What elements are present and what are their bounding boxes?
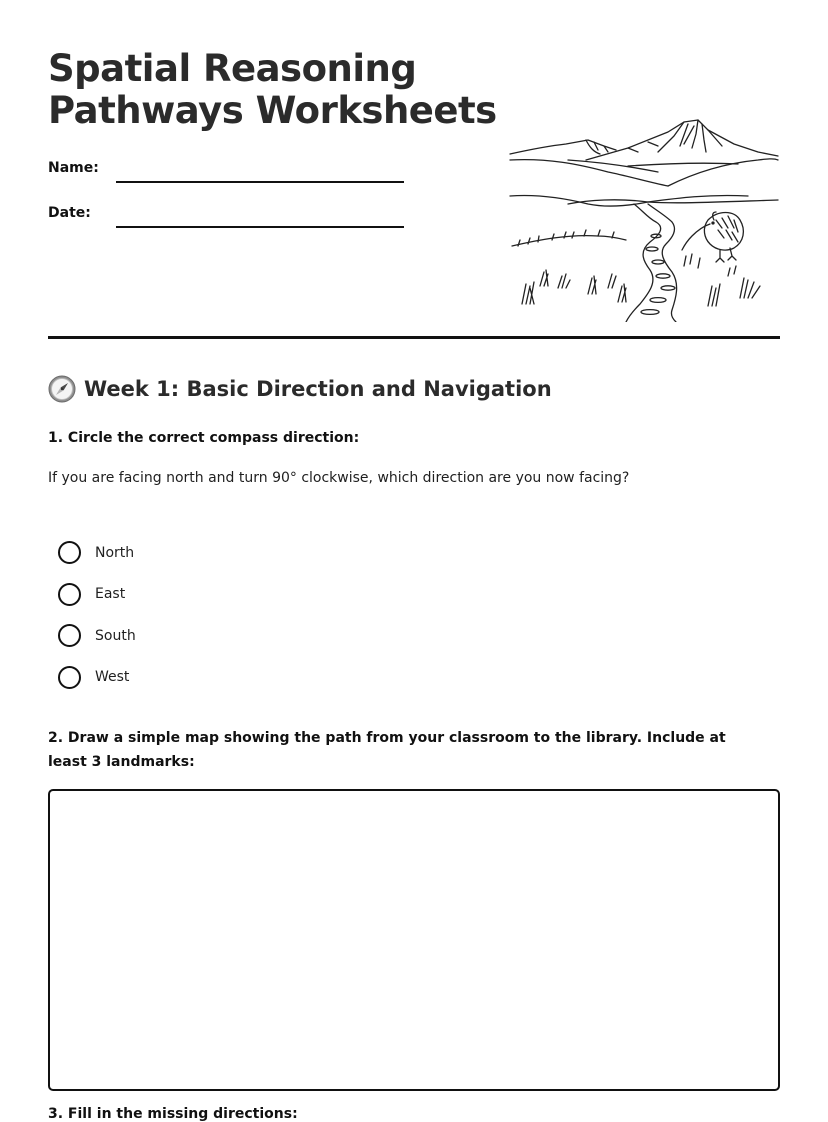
question-3-title: 3. Fill in the missing directions: (48, 1106, 298, 1122)
week-1-heading (48, 372, 552, 406)
radio-circle[interactable] (58, 541, 81, 564)
question-1-options (58, 532, 136, 698)
question-1-title: 1. Circle the correct compass direction: (48, 430, 360, 446)
compass-icon (48, 375, 76, 403)
option-label: West (95, 669, 130, 686)
title-line-2: Pathways Worksheets (48, 89, 497, 132)
option-north[interactable] (58, 532, 136, 574)
landscape-kiwi-illustration (508, 116, 780, 322)
worksheet-title (48, 48, 508, 132)
option-east[interactable] (58, 574, 136, 616)
radio-circle[interactable] (58, 624, 81, 647)
radio-circle[interactable] (58, 666, 81, 689)
name-line[interactable] (116, 181, 404, 183)
radio-circle[interactable] (58, 583, 81, 606)
date-field[interactable] (48, 205, 408, 235)
option-label: East (95, 586, 126, 603)
option-south[interactable] (58, 615, 136, 657)
name-field[interactable] (48, 160, 408, 190)
worksheet-page (48, 0, 780, 1122)
date-line[interactable] (116, 226, 404, 228)
header-divider (48, 336, 780, 339)
map-drawing-area[interactable] (48, 789, 780, 1091)
title-line-1: Spatial Reasoning (48, 47, 417, 90)
option-west[interactable] (58, 657, 136, 699)
question-1-text: If you are facing north and turn 90° clockwise, which direction are you now facing? (48, 470, 630, 486)
date-label: Date: (48, 205, 91, 221)
name-label: Name: (48, 160, 99, 176)
option-label: North (95, 544, 135, 561)
option-label: South (95, 627, 136, 644)
question-2-title: 2. Draw a simple map showing the path from your classroom to the library. Include at least 3 landmarks: (48, 730, 726, 770)
week-1-title: Week 1: Basic Direction and Navigation (84, 377, 552, 401)
